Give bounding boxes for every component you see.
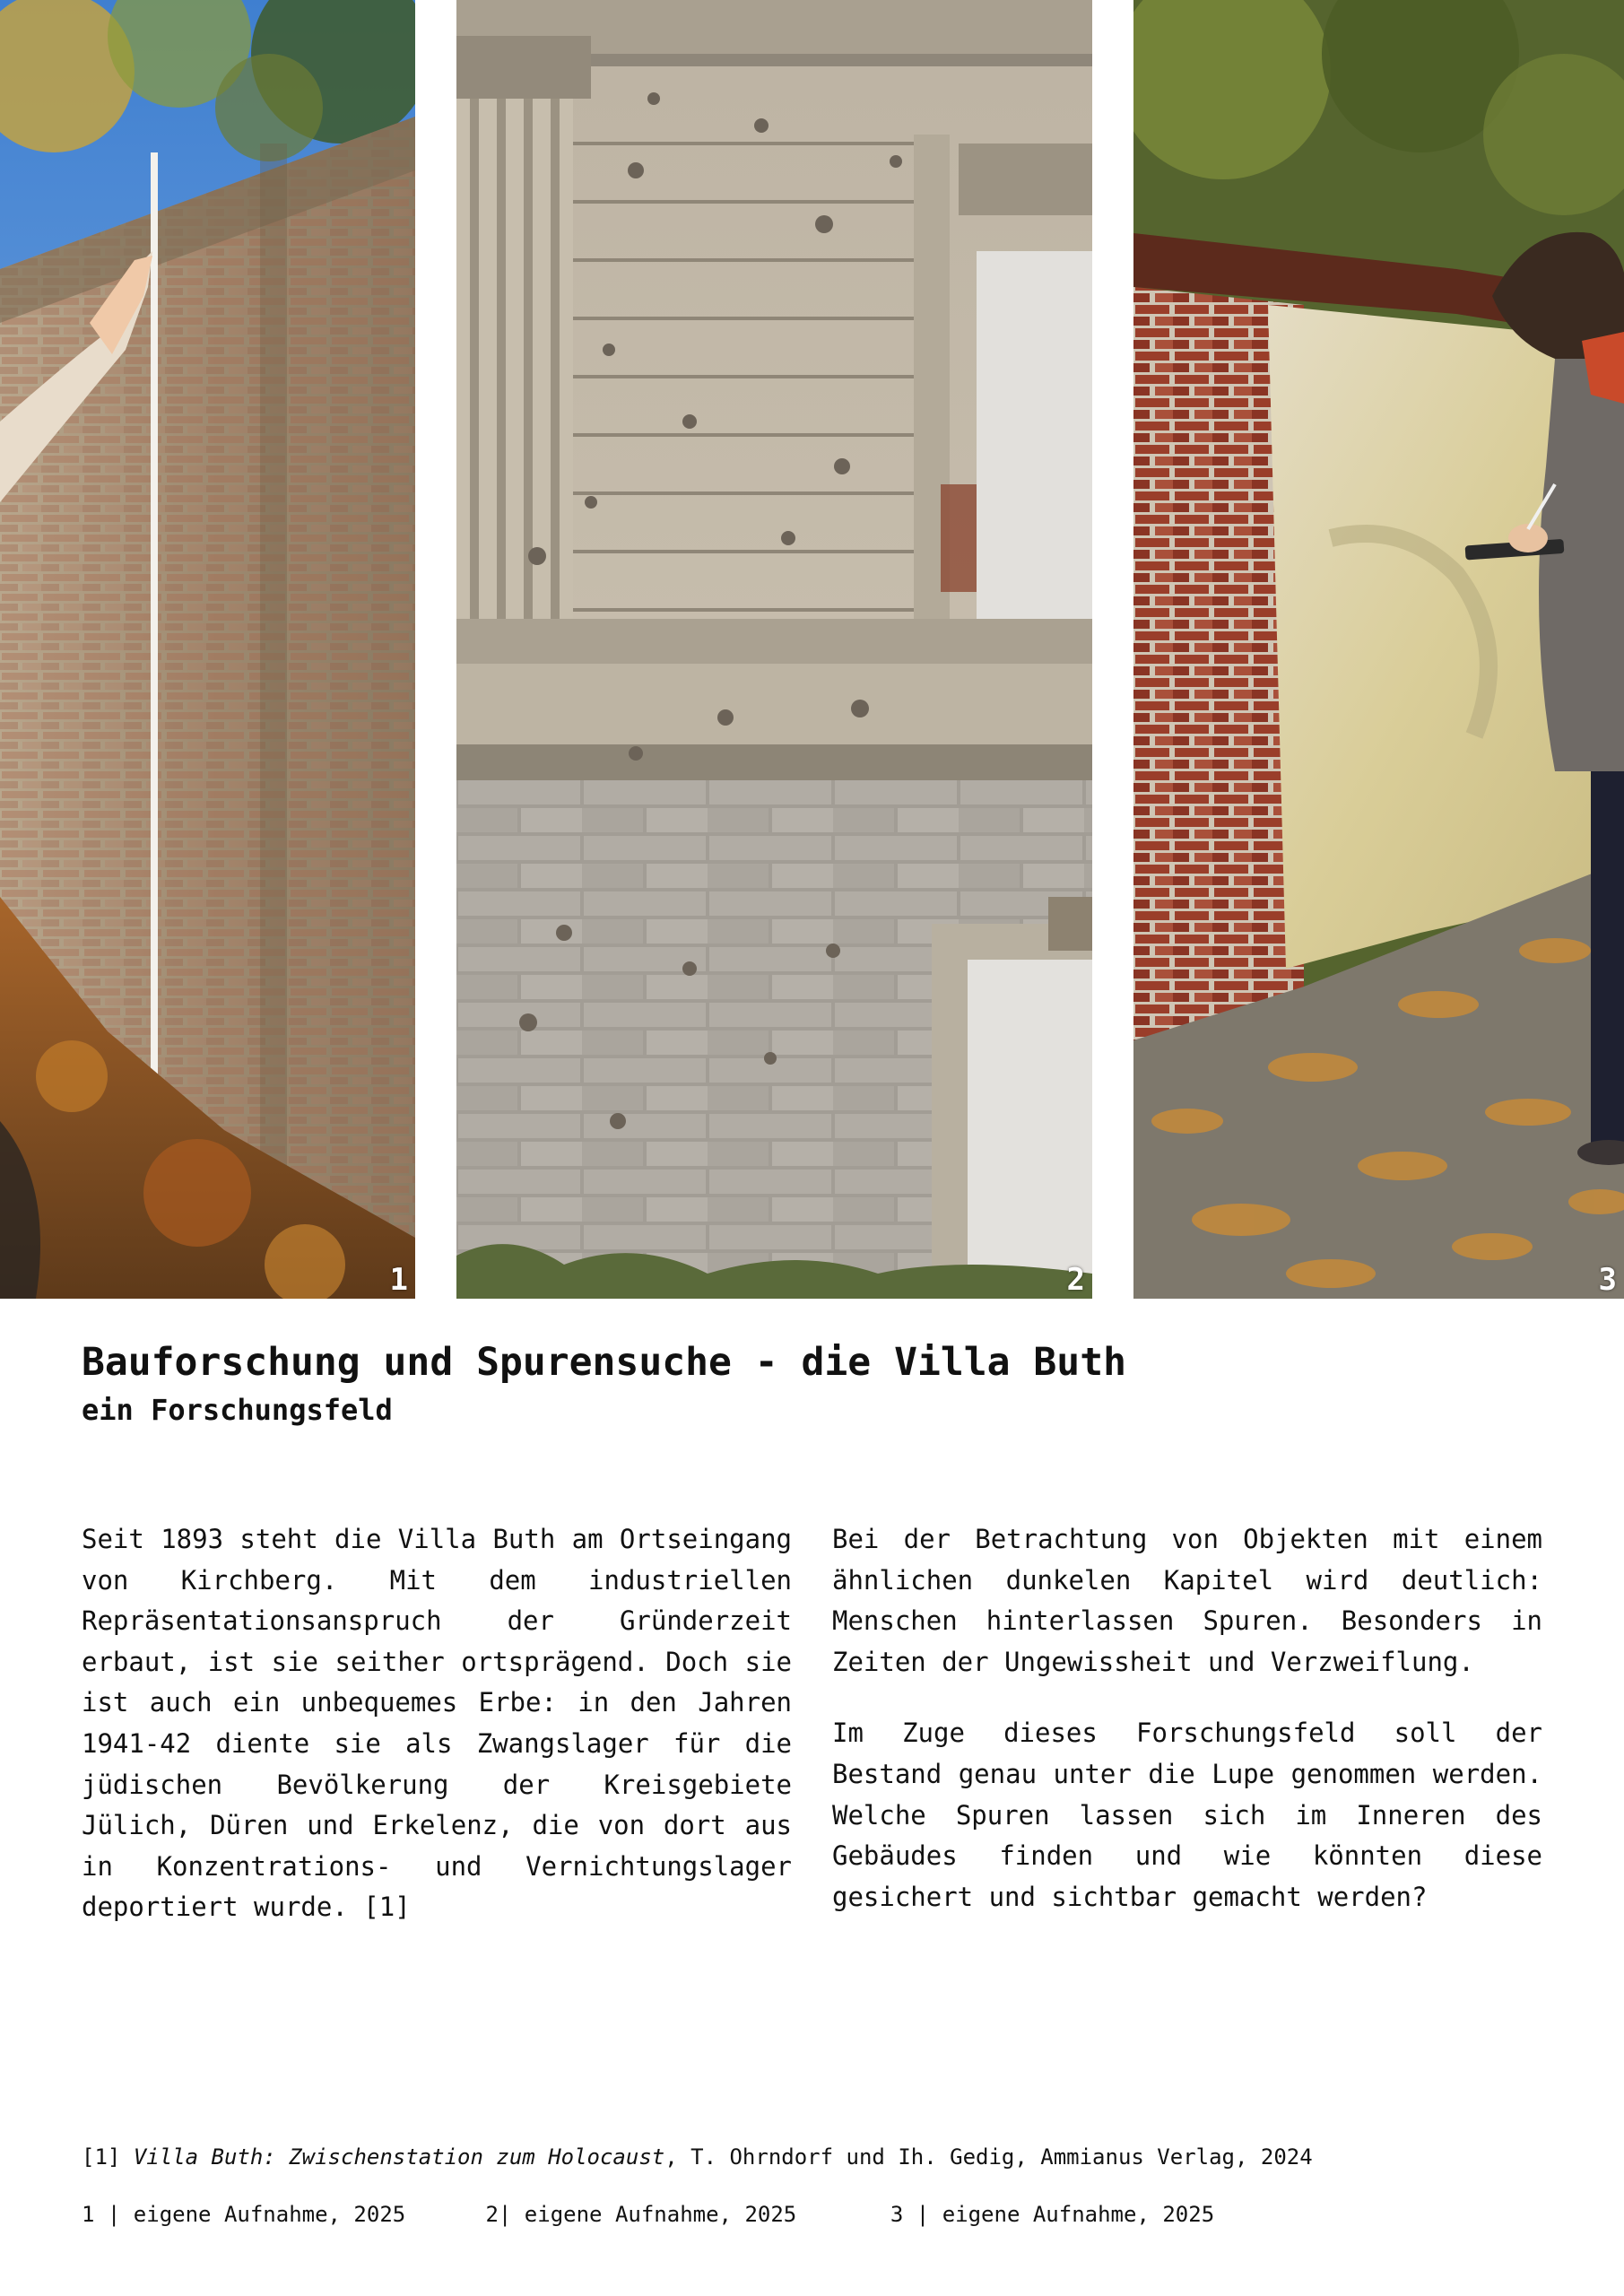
photo-3-image [1133, 0, 1624, 1299]
photo-2-facade [456, 0, 1092, 1299]
page-subtitle: ein Forschungsfeld [82, 1393, 393, 1427]
text-column-left [82, 1519, 792, 1928]
paragraph-left-1: Seit 1893 steht die Villa Buth am Ortseingang von Kirchberg. Mit dem industriellen Repräsentationsanspruch der Gründerzeit erbaut, ist sie seither ortsprägend. Doch sie ist auch ein unbequemes Erbe: in den Jahren 1941-42 diente sie als Zwangslager für die jüdischen Bevölkerung der Kreisgebiete Jülich, Düren und Erkelenz, die von dort aus in Konzentrations- und Vernichtungslager deportiert wurde. [1] [82, 1524, 792, 1923]
photo-1-number: 1 [389, 1262, 408, 1298]
caption-photo-1: 1 | eigene Aufnahme, 2025 [82, 2202, 406, 2227]
image-captions [82, 2201, 1214, 2229]
paragraph-right-2: Im Zuge dieses Forschungsfeld soll der Bestand genau unter die Lupe genommen werden. Welche Spuren lassen sich im Inneren des Gebäudes finden und wie könnten diese gesichert und sichtbar gemacht werden? [832, 1718, 1542, 1912]
page-title: Bauforschung und Spurensuche - die Villa Buth [82, 1340, 1126, 1385]
footnote-citation: , T. Ohrndorf und Ih. Gedig, Ammianus Verlag, 2024 [664, 2144, 1313, 2170]
footnote-marker: [1] [82, 2144, 121, 2170]
photo-3-number: 3 [1598, 1262, 1617, 1298]
footnote-work-title: Villa Buth: Zwischenstation zum Holocaust [133, 2144, 665, 2170]
paragraph-right-1: Bei der Betrachtung von Objekten mit einem ähnlichen dunkelen Kapitel wird deutlich: Menschen hinterlassen Spuren. Besonders in Zeiten der Ungewissheit und Verzweiflung. [832, 1524, 1542, 1677]
caption-photo-3: 3 | eigene Aufnahme, 2025 [890, 2202, 1215, 2227]
photo-1-brick-wall [0, 0, 415, 1299]
photo-2-number: 2 [1066, 1262, 1085, 1298]
photo-2-image [456, 0, 1092, 1299]
text-column-right [832, 1519, 1542, 1918]
caption-photo-2: 2| eigene Aufnahme, 2025 [485, 2202, 797, 2227]
photo-1-image [0, 0, 415, 1299]
photo-3-documentation [1133, 0, 1624, 1299]
footnote [82, 2144, 1313, 2171]
